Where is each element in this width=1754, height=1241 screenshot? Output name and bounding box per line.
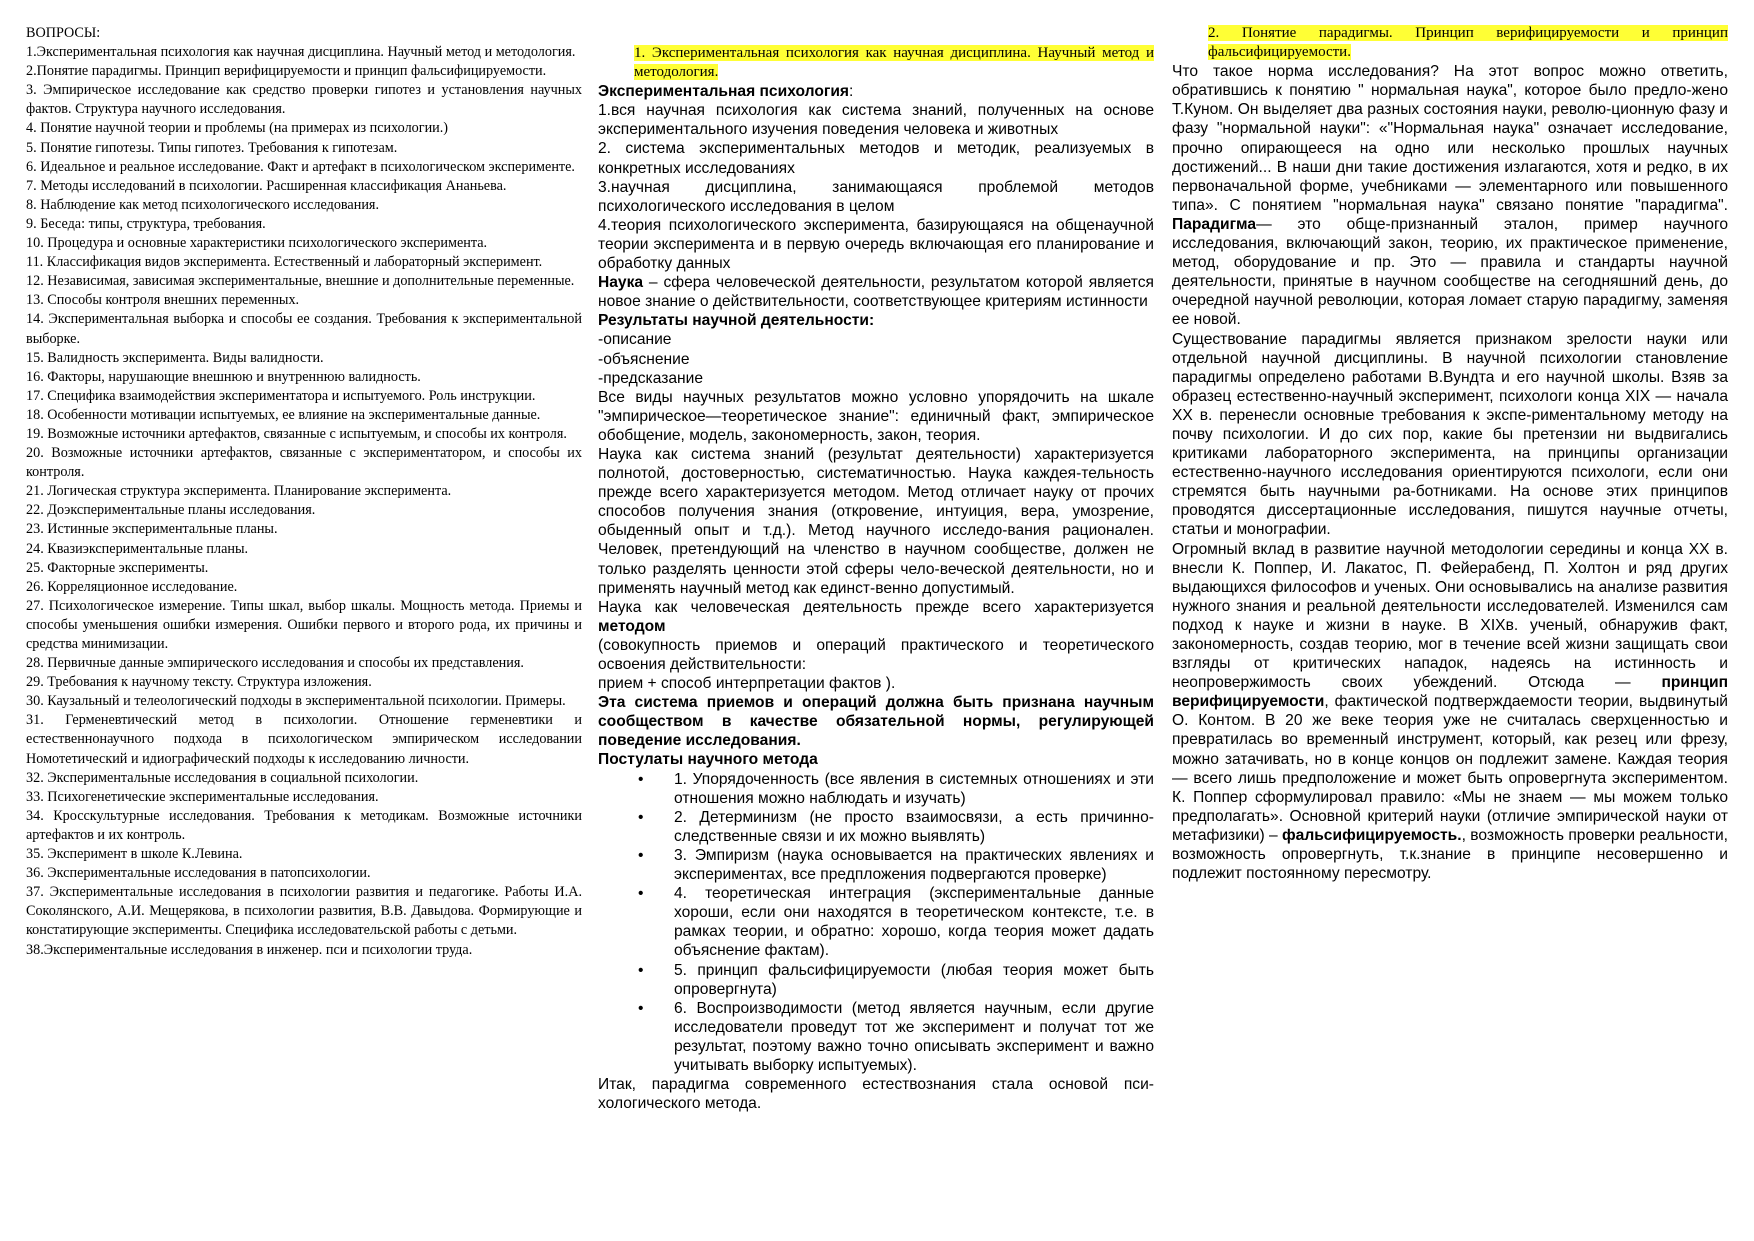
bullet-icon: • [638,846,644,864]
science-activity-text: Наука как человеческая деятельность прежде всего характеризуется [598,598,1154,616]
bullet-icon: • [638,808,644,826]
verification-paragraph [1172,540,1728,884]
question-item: 26. Корреляционное исследование. [26,578,238,595]
question-item: 31. Герменевтический метод в психологии. Отношение герменевтики и естественнонаучного подхода в психологическом эмпирическом исследовании Номотетический и идиографический подходы к исследованию личности. [26,712,582,767]
question-item: 36. Экспериментальные исследования в патопсихологии. [26,865,371,882]
section-1-title-highlight: 1. Экспериментальная психология как научная дисциплина. Научный метод и методология. [634,45,1154,81]
verification-intro-text: Огромный вклад в развитие научной методологии середины и конца XX в. внесли К. Поппер, И. Лакатос, П. Фейерабенд, П. Холтон и ряд других выдающихся философов и ученых. Они основывались на анализе развития нужного знания и реальной деятельности исследователей. Изменился сам подход к науке и жизни в науке. В XIXв. ученый, обнаружив факт, закономерность, создав теорию, мог в течение всей жизни защищать свои взгляды от критических нападок, надеясь на истинность и неопровержимость своих убеждений. Отсюда — [1172,540,1728,692]
method-word: методом [598,617,666,635]
results-scale-paragraph: Все виды научных результатов можно условно упорядочить на шкале "эмпирическое—теоретическое знание": единичный факт, эмпирическое обобщение, модель, закономерность, закон, теория. [598,388,1154,444]
question-item: 18. Особенности мотивации испытуемых, ее влияние на экспериментальные данные. [26,406,541,423]
postulates-heading [598,750,1154,769]
method-norm-text: Эта система приемов и операций должна быть признана научным сообществом в качестве обязательной нормы, регулирующей поведение исследования. [598,694,1154,750]
method-norm-paragraph [598,693,1154,750]
bullet-icon: • [638,999,644,1017]
verification-term: принцип верифицируемости [1172,674,1728,711]
question-item: 13. Способы контроля внешних переменных. [26,292,300,309]
question-item: 21. Логическая структура эксперимента. Планирование эксперимента. [26,483,452,500]
question-item: 17. Специфика взаимодействия экспериментатора и испытуемого. Роль инструкции. [26,387,536,404]
bullet-icon: • [638,961,644,979]
results-heading [598,311,1154,330]
section-2-title [1172,24,1728,62]
question-item: 10. Процедура и основные характеристики психологического эксперимента. [26,235,488,252]
question-item: 1.Экспериментальная психология как научная дисциплина. Научный метод и методология. [26,44,576,61]
question-item: 28. Первичные данные эмпирического исследования и способы их представления. [26,655,524,672]
ep-definition-1: 1.вся научная психология как система знаний, полученных на основе экспериментального изучения поведения человека и животных [598,102,1154,139]
section-1-column [598,24,1154,1113]
question-item: 29. Требования к научному тексту. Структура изложения. [26,674,372,691]
question-item: 16. Факторы, нарушающие внешнюю и внутреннюю валидность. [26,368,421,385]
science-definition [598,273,1154,311]
method-formula: прием + способ интерпретации фактов ). [598,675,896,693]
result-prediction: -предсказание [598,369,704,387]
question-item: 9. Беседа: типы, структура, требования. [26,215,266,232]
ep-colon: : [849,83,854,101]
question-item: 20. Возможные источники артефактов, связанные с экспериментатором, и способы их контроля. [26,445,582,481]
question-item: 34. Кросскультурные исследования. Требования к методикам. Возможные источники артефактов и их контроль. [26,807,582,843]
science-activity-paragraph [598,598,1154,636]
question-item: 22. Доэкспериментальные планы исследования. [26,502,316,519]
result-explanation: -объяснение [598,350,690,368]
question-item: 38.Экспериментальные исследования в инженер. пси и психологии труда. [26,941,473,958]
question-item: 6. Идеальное и реальное исследование. Факт и артефакт в психологическом эксперименте. [26,158,575,175]
questions-heading: ВОПРОСЫ: [26,25,101,41]
ep-definition-3: 3.научная дисциплина, занимающаяся проблемой методов психологического исследования в целом [598,178,1154,215]
postulate-item [598,846,1154,884]
result-description: -описание [598,331,672,349]
question-item: 30. Каузальный и телеологический подходы в экспериментальной психологии. Примеры. [26,693,566,710]
postulate-text: 2. Детерминизм (не просто взаимосвязи, а есть причинно-следственные связи и их можно выявлять) [674,808,1154,845]
postulate-text: 3. Эмпиризм (наука основывается на практических явлениях и экспериментах, все предпложения подвергаются проверке) [674,846,1154,884]
falsification-end-text: , возможность проверки реальности, возможность опровергнуть, т.к.знание в принципе несовершенно и подлежит постоянному пересмотру. [1172,826,1728,883]
verification-middle-text: , фактической подтверждаемости теории, выдвинутый О. Контом. В 20 же веке теория уже не считалась сверхценностью и превратилась во временный инструмент, который, как резец или фрезу, можно затачивать, но в конце концов он подлежит замене. Каждая теория — всего лишь предположение и может быть опровергнута экспериментом. К. Поппер сформулировал правило: «Мы не знаем — мы можем только предполагать». Основной критерий науки (отличие эмпирической науки от метафизики) – [1172,693,1728,844]
question-item: 33. Психогенетические экспериментальные исследования. [26,788,379,805]
paradigm-intro-text: Что такое норма исследования? На этот вопрос можно ответить, обратившись к понятию " нормальная наука", которое было предло-жено Т.Куном. Он выделяет два разных состояния науки, револю-ционную фазу и фазу "нормальной науки": «"Нормальная наука" означает исследование, прочно опирающееся на одно или несколько прошлых научных достижений... В наши дни такие достижения излагаются, хотя и редко, в их первоначальной форме, учебниками — элементарного или повышенного типа». С понятием "нормальная наука" связано понятие "парадигма". [1172,63,1728,214]
question-item: 4. Понятие научной теории и проблемы (на примерах из психологии.) [26,120,449,137]
questions-list [26,43,582,960]
science-definition-text: – сфера человеческой деятельности, результатом которой является новое знание о действительности, соответствующее критериям истинности [598,274,1154,311]
question-item: 24. Квазиэкспериментальные планы. [26,540,249,557]
postulate-text: 4. теоретическая интеграция (экспериментальные данные хороши, если они находятся в теоретическом контексте, т.е. в рамках теории, и обратно: хорошо, когда теория может дадать объяснение фактам). [674,885,1154,960]
paradigm-maturity-paragraph: Существование парадигмы является признаком зрелости науки или отдельной научной дисциплины. В научной психологии становление парадигмы определено работами В.Вундта и его научной школы. Взяв за образец естественно-научный эксперимент, психологи конца XIX — начала XX в. перенесли основные требования к экспе-риментальному методу на почву психологии. И до сих пор, какие бы претензии ни выдвигались критиками лабораторного эксперимента, на принципы организации естественно-научного исследования ориентируются психологи, если они стремятся быть научными ра-ботниками. На основе этих принципов проводятся диссертационные исследования, пишутся научные отчеты, статьи и монографии. [1172,330,1728,539]
science-system-paragraph: Наука как система знаний (результат деятельности) характеризуется полнотой, достоверностью, систематичностью. Наука каждея-тельность прежде всего характеризуется методом. Метод отличает науку от прочих способов получения знания (откровение, интуиция, вера, умозрение, обыденный опыт и т.д.). Метод научного исследо-вания рационален. Человек, претендующий на членство в научном сообществе, должен не только разделять ценности этой сферы чело-веческой деятельности, но и применять научный метод как единст-венно допустимый. [598,445,1154,597]
question-item: 14. Экспериментальная выборка и способы ее создания. Требования к экспериментальной выборке. [26,311,582,347]
ep-definition-4: 4.теория психологического эксперимента, базирующаяся на общенаучной теории эксперимента и в первую очередь включающая его планирование и обработку данных [598,216,1154,273]
falsification-term: фальсифицируемость. [1282,826,1462,844]
science-term: Наука [598,274,644,292]
question-item: 5. Понятие гипотезы. Типы гипотез. Требования к гипотезам. [26,139,398,156]
paradigm-paragraph [1172,62,1728,329]
conclusion-paragraph: Итак, парадигма современного естествознания стала основой пси-хологического метода. [598,1076,1154,1113]
section-2-title-highlight: 2. Понятие парадигмы. Принцип верифицируемости и принцип фальсифицируемости. [1208,25,1728,61]
question-item: 25. Факторные эксперименты. [26,559,209,576]
question-item: 27. Психологическое измерение. Типы шкал, выбор шкалы. Мощность метода. Приемы и способы уменьшения ошибки измерения. Ошибки первого и второго рода, их причины и средства минимизации. [26,597,582,652]
results-heading-text: Результаты научной деятельности: [598,312,875,330]
question-item: 37. Экспериментальные исследования в психологии развития и педагогике. Работы И.А. Соколянского, А.И. Мещерякова, в психологии развития, В.В. Давыдова. Формирующие и констатирующие эксперименты. Специфика исследовательской работы с детьми. [26,884,582,939]
question-item: 15. Валидность эксперимента. Виды валидности. [26,349,324,366]
postulate-item [598,884,1154,960]
bullet-icon: • [638,770,644,788]
postulate-text: 6. Воспроизводимости (метод является научным, если другие исследователи проведут тот же эксперимент и получат тот же результат, поэтому важно точно описывать эксперимент и важно учитывать выборку испытуемых). [674,999,1154,1074]
question-item: 2.Понятие парадигмы. Принцип верифицируемости и принцип фальсифицируемости. [26,63,547,80]
postulate-item [598,999,1154,1075]
question-item: 12. Независимая, зависимая экспериментальные, внешние и дополнительные переменные. [26,273,575,290]
postulate-item [598,808,1154,846]
method-definition: (совокупность приемов и операций практического и теоретического освоения действительности: [598,636,1154,673]
question-item: 35. Эксперимент в школе К.Левина. [26,846,243,863]
questions-column [26,24,582,960]
question-item: 19. Возможные источники артефактов, связанные с испытуемым, и способы их контроля. [26,425,567,442]
postulates-list [598,770,1154,1076]
postulate-item [598,770,1154,808]
ep-term: Экспериментальная психология [598,83,850,101]
question-item: 8. Наблюдение как метод психологического исследования. [26,196,379,213]
postulate-text: 5. принцип фальсифицируемости (любая теория может быть опровергнута) [674,961,1154,998]
postulate-text: 1. Упорядоченность (все явления в системных отношениях и эти отношения можно наблюдать и изучать) [674,770,1154,807]
postulate-item [598,961,1154,999]
section-2-column [1172,24,1728,883]
question-item: 23. Истинные экспериментальные планы. [26,521,278,538]
section-1-title [598,44,1154,82]
question-item: 32. Экспериментальные исследования в социальной психологии. [26,769,419,786]
paradigm-definition-text: — это обще-признанный эталон, пример научного исследования, включающий закон, теорию, их практическое применение, метод, оборудование и пр. Это — правила и стандарты научной деятельности, принятые в научном сообществе на сегодняшний день, до очередной научной революции, которая ломает старую парадигму, заменяя ее новой. [1172,215,1728,329]
postulates-heading-text: Постулаты научного метода [598,751,818,769]
question-item: 7. Методы исследований в психологии. Расширенная классификация Ананьева. [26,177,507,194]
ep-heading [598,82,1154,101]
paradigm-term: Парадигма [1172,215,1257,233]
question-item: 11. Классификация видов эксперимента. Естественный и лабораторный эксперимент. [26,254,543,271]
bullet-icon: • [638,885,644,903]
question-item: 3. Эмпирическое исследование как средство проверки гипотез и установления научных фактов. Структура научного исследования. [26,82,582,118]
ep-definition-2: 2. система экспериментальных методов и методик, реализуемых в конкретных исследованиях [598,140,1154,177]
